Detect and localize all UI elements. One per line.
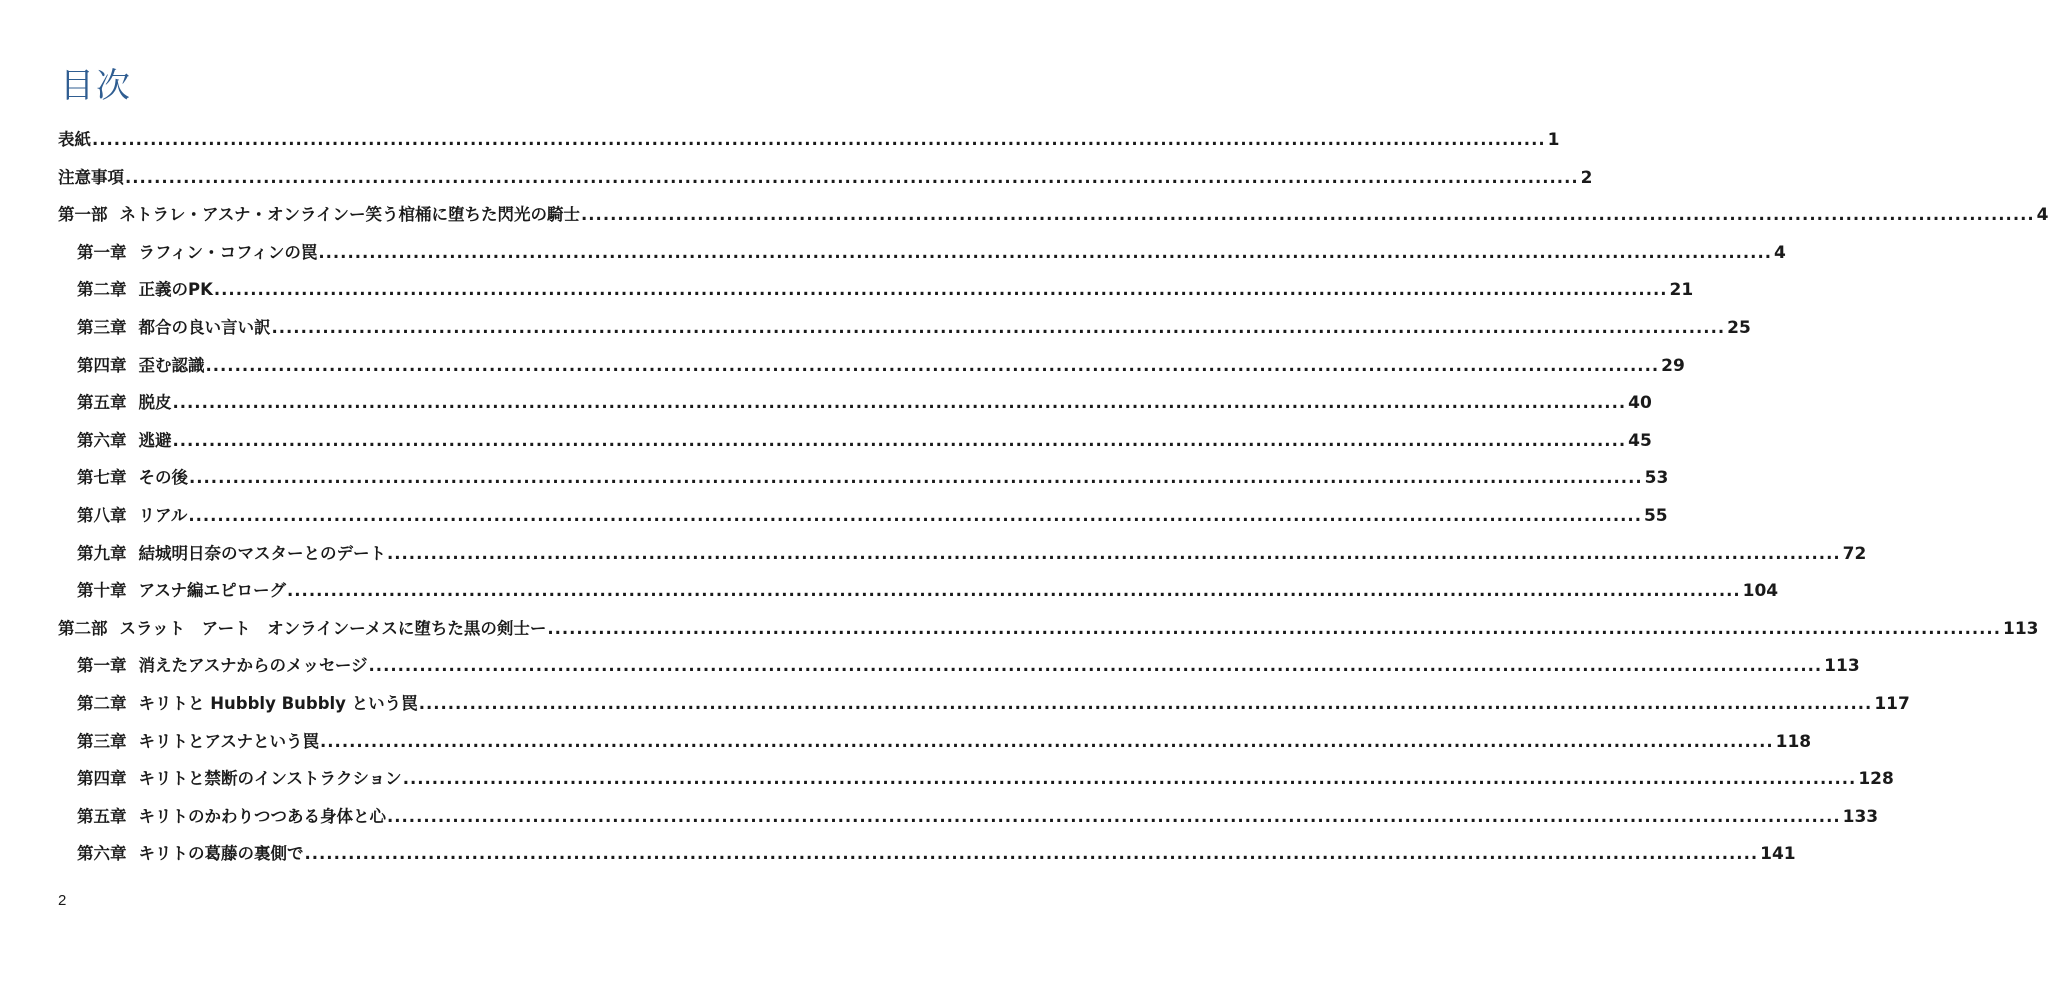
toc-entry-text: キリトの葛藤の裏側で <box>138 844 304 864</box>
toc-entry[interactable] <box>58 196 2048 234</box>
toc-entry-page: 72 <box>1842 543 1867 564</box>
toc-dot-leader: ........................................................................................................................................................................................................ <box>172 393 1627 413</box>
toc-entry-text: ラフィン・コフィンの罠 <box>138 242 318 262</box>
toc-entry-number: 第八章 <box>77 505 127 525</box>
toc-dot-leader: ........................................................................................................................................................................................................ <box>125 167 1579 187</box>
toc-dot-leader: ........................................................................................................................................................................................................ <box>213 280 1668 300</box>
toc-dot-leader: ........................................................................................................................................................................................................ <box>318 242 1772 262</box>
toc-entry-page: 113 <box>2002 618 2039 639</box>
toc-entry-text: ネトラレ・アスナ・オンラインー笑う棺桶に堕ちた閃光の騎士 <box>119 205 581 225</box>
toc-entry[interactable] <box>58 159 1593 197</box>
toc-dot-leader: ........................................................................................................................................................................................................ <box>402 769 1857 789</box>
toc-entry-page: 40 <box>1628 393 1652 414</box>
toc-entry-number: 第四章 <box>77 355 127 375</box>
toc-entry-label <box>77 384 172 422</box>
toc-title: 目次 <box>60 66 132 106</box>
toc-dot-leader: ........................................................................................................................................................................................................ <box>387 806 1841 826</box>
toc-entry-text: スラット アート オンラインーメスに堕ちた黒の剣士ー <box>119 618 547 638</box>
toc-entry-text: 歪む認識 <box>138 355 205 375</box>
toc-entry[interactable] <box>58 798 1879 836</box>
toc-entry-number: 第二部 <box>58 618 108 638</box>
toc-entry-page: 1 <box>1547 130 1560 150</box>
toc-entry-label <box>77 685 418 723</box>
toc-entry-page: 25 <box>1727 317 1751 338</box>
toc-entry-label <box>77 798 386 836</box>
toc-entry-page: 128 <box>1858 769 1894 790</box>
toc-entry-page: 45 <box>1628 430 1652 451</box>
toc-entry-number: 第六章 <box>77 844 127 864</box>
toc-entry-text: キリトと禁断のインストラクション <box>138 769 402 789</box>
toc-dot-leader: ........................................................................................................................................................................................................ <box>581 205 2035 225</box>
toc-entry-text: キリトのかわりつつある身体と心 <box>138 806 386 826</box>
toc-entry-label <box>77 459 188 497</box>
toc-entry-label <box>77 760 402 798</box>
toc-entry-page: 104 <box>1742 581 1779 602</box>
toc-dot-leader: ........................................................................................................................................................................................................ <box>418 693 1873 713</box>
toc-entry[interactable] <box>58 760 1894 798</box>
toc-dot-leader: ........................................................................................................................................................................................................ <box>172 430 1627 450</box>
toc-entry[interactable] <box>58 121 1560 159</box>
toc-entry[interactable] <box>58 309 1751 347</box>
toc-entry-text: アスナ編エピローグ <box>138 581 287 601</box>
toc-entry[interactable] <box>58 271 1694 309</box>
page-number: 2 <box>58 892 67 909</box>
toc-entry-label <box>77 271 213 309</box>
toc-entry-text: キリトとアスナという罠 <box>138 731 320 751</box>
toc-entry[interactable] <box>58 459 1669 497</box>
toc-entry[interactable] <box>58 422 1652 460</box>
toc-dot-leader: ........................................................................................................................................................................................................ <box>287 581 1741 601</box>
toc-entry-number: 第四章 <box>77 769 127 789</box>
toc-entry-page: 117 <box>1874 693 1910 714</box>
toc-entry-page: 133 <box>1842 806 1879 827</box>
toc-entry-number: 第三章 <box>77 731 127 751</box>
toc-entry-page: 113 <box>1824 656 1860 677</box>
toc-entry-label <box>58 610 546 648</box>
toc-entry-number: 第五章 <box>77 393 127 413</box>
toc-entry-page: 118 <box>1775 731 1812 752</box>
toc-entry-number: 第十章 <box>77 581 127 601</box>
toc-entry-page: 2 <box>1580 167 1593 188</box>
toc-entry-label <box>77 422 172 460</box>
toc-dot-leader: ........................................................................................................................................................................................................ <box>188 505 1642 525</box>
toc-entry-page: 141 <box>1760 844 1796 865</box>
toc-entry-page: 29 <box>1661 355 1685 376</box>
toc-entry-number: 第一部 <box>58 205 108 225</box>
toc-entry[interactable] <box>58 535 1867 573</box>
toc-entry-label <box>77 572 286 610</box>
toc-entry-page: 21 <box>1669 280 1694 301</box>
toc-entry[interactable] <box>58 497 1668 535</box>
toc-entry-number: 第五章 <box>77 806 127 826</box>
toc-entry-number: 第一章 <box>77 242 127 262</box>
toc-entry-number: 第二章 <box>77 280 127 300</box>
toc-dot-leader: ........................................................................................................................................................................................................ <box>320 731 1774 751</box>
toc-dot-leader: ........................................................................................................................................................................................................ <box>189 468 1643 488</box>
toc-entry[interactable] <box>58 835 1796 873</box>
toc-entry-label <box>77 835 304 873</box>
toc-entry-label <box>58 196 580 234</box>
toc-entry-label <box>77 535 386 573</box>
toc-dot-leader: ........................................................................................................................................................................................................ <box>387 543 1841 563</box>
toc-entry-text: その後 <box>138 468 188 488</box>
toc-entry[interactable] <box>58 610 2039 648</box>
toc-entry-number: 第二章 <box>77 693 127 713</box>
toc-entry-text: 都合の良い言い訳 <box>138 317 271 337</box>
toc-entry-text: 消えたアスナからのメッセージ <box>138 656 368 676</box>
toc-entry-text: 正義のPK <box>138 280 213 300</box>
toc-entry-number: 第九章 <box>77 543 127 563</box>
toc-entry-label <box>58 121 91 159</box>
toc-dot-leader: ........................................................................................................................................................................................................ <box>547 618 2001 638</box>
toc-entry-label <box>77 309 271 347</box>
toc-entry[interactable] <box>58 647 1860 685</box>
toc-dot-leader: ........................................................................................................................................................................................................ <box>368 656 1823 676</box>
toc-entry-number: 第三章 <box>77 317 127 337</box>
toc-entry[interactable] <box>58 685 1910 723</box>
toc-entry-number: 第一章 <box>77 656 127 676</box>
toc-entry[interactable] <box>58 723 1812 761</box>
toc-entry[interactable] <box>58 384 1652 422</box>
toc-entry-number: 第六章 <box>77 430 127 450</box>
toc-list <box>58 121 2048 873</box>
toc-entry-number: 第七章 <box>77 468 127 488</box>
toc-entry-page: 55 <box>1643 505 1668 526</box>
toc-entry-label <box>77 647 368 685</box>
toc-entry-page: 4 <box>1774 242 1786 263</box>
toc-entry-page: 53 <box>1644 468 1669 489</box>
toc-entry-page: 4 <box>2036 205 2048 226</box>
toc-entry-text: 逃避 <box>138 430 172 450</box>
toc-entry-label <box>77 347 205 385</box>
toc-entry-label <box>77 234 317 272</box>
toc-entry-text: リアル <box>138 505 188 525</box>
toc-entry-text: 脱皮 <box>138 393 172 413</box>
toc-entry-text: キリトと Hubbly Bubbly という罠 <box>138 693 418 713</box>
toc-dot-leader: ........................................................................................................................................................................................................ <box>92 130 1546 149</box>
toc-entry-text: 結城明日奈のマスターとのデート <box>138 543 386 563</box>
toc-entry-label <box>77 497 187 535</box>
toc-entry[interactable] <box>58 234 1786 272</box>
toc-entry-text: 表紙 <box>58 130 91 149</box>
toc-entry[interactable] <box>58 347 1685 385</box>
toc-entry[interactable] <box>58 572 1779 610</box>
toc-dot-leader: ........................................................................................................................................................................................................ <box>271 317 1726 337</box>
toc-entry-label <box>77 723 319 761</box>
toc-dot-leader: ........................................................................................................................................................................................................ <box>304 844 1759 864</box>
toc-entry-label <box>58 159 124 197</box>
toc-entry-text: 注意事項 <box>58 167 124 187</box>
toc-dot-leader: ........................................................................................................................................................................................................ <box>205 355 1660 375</box>
